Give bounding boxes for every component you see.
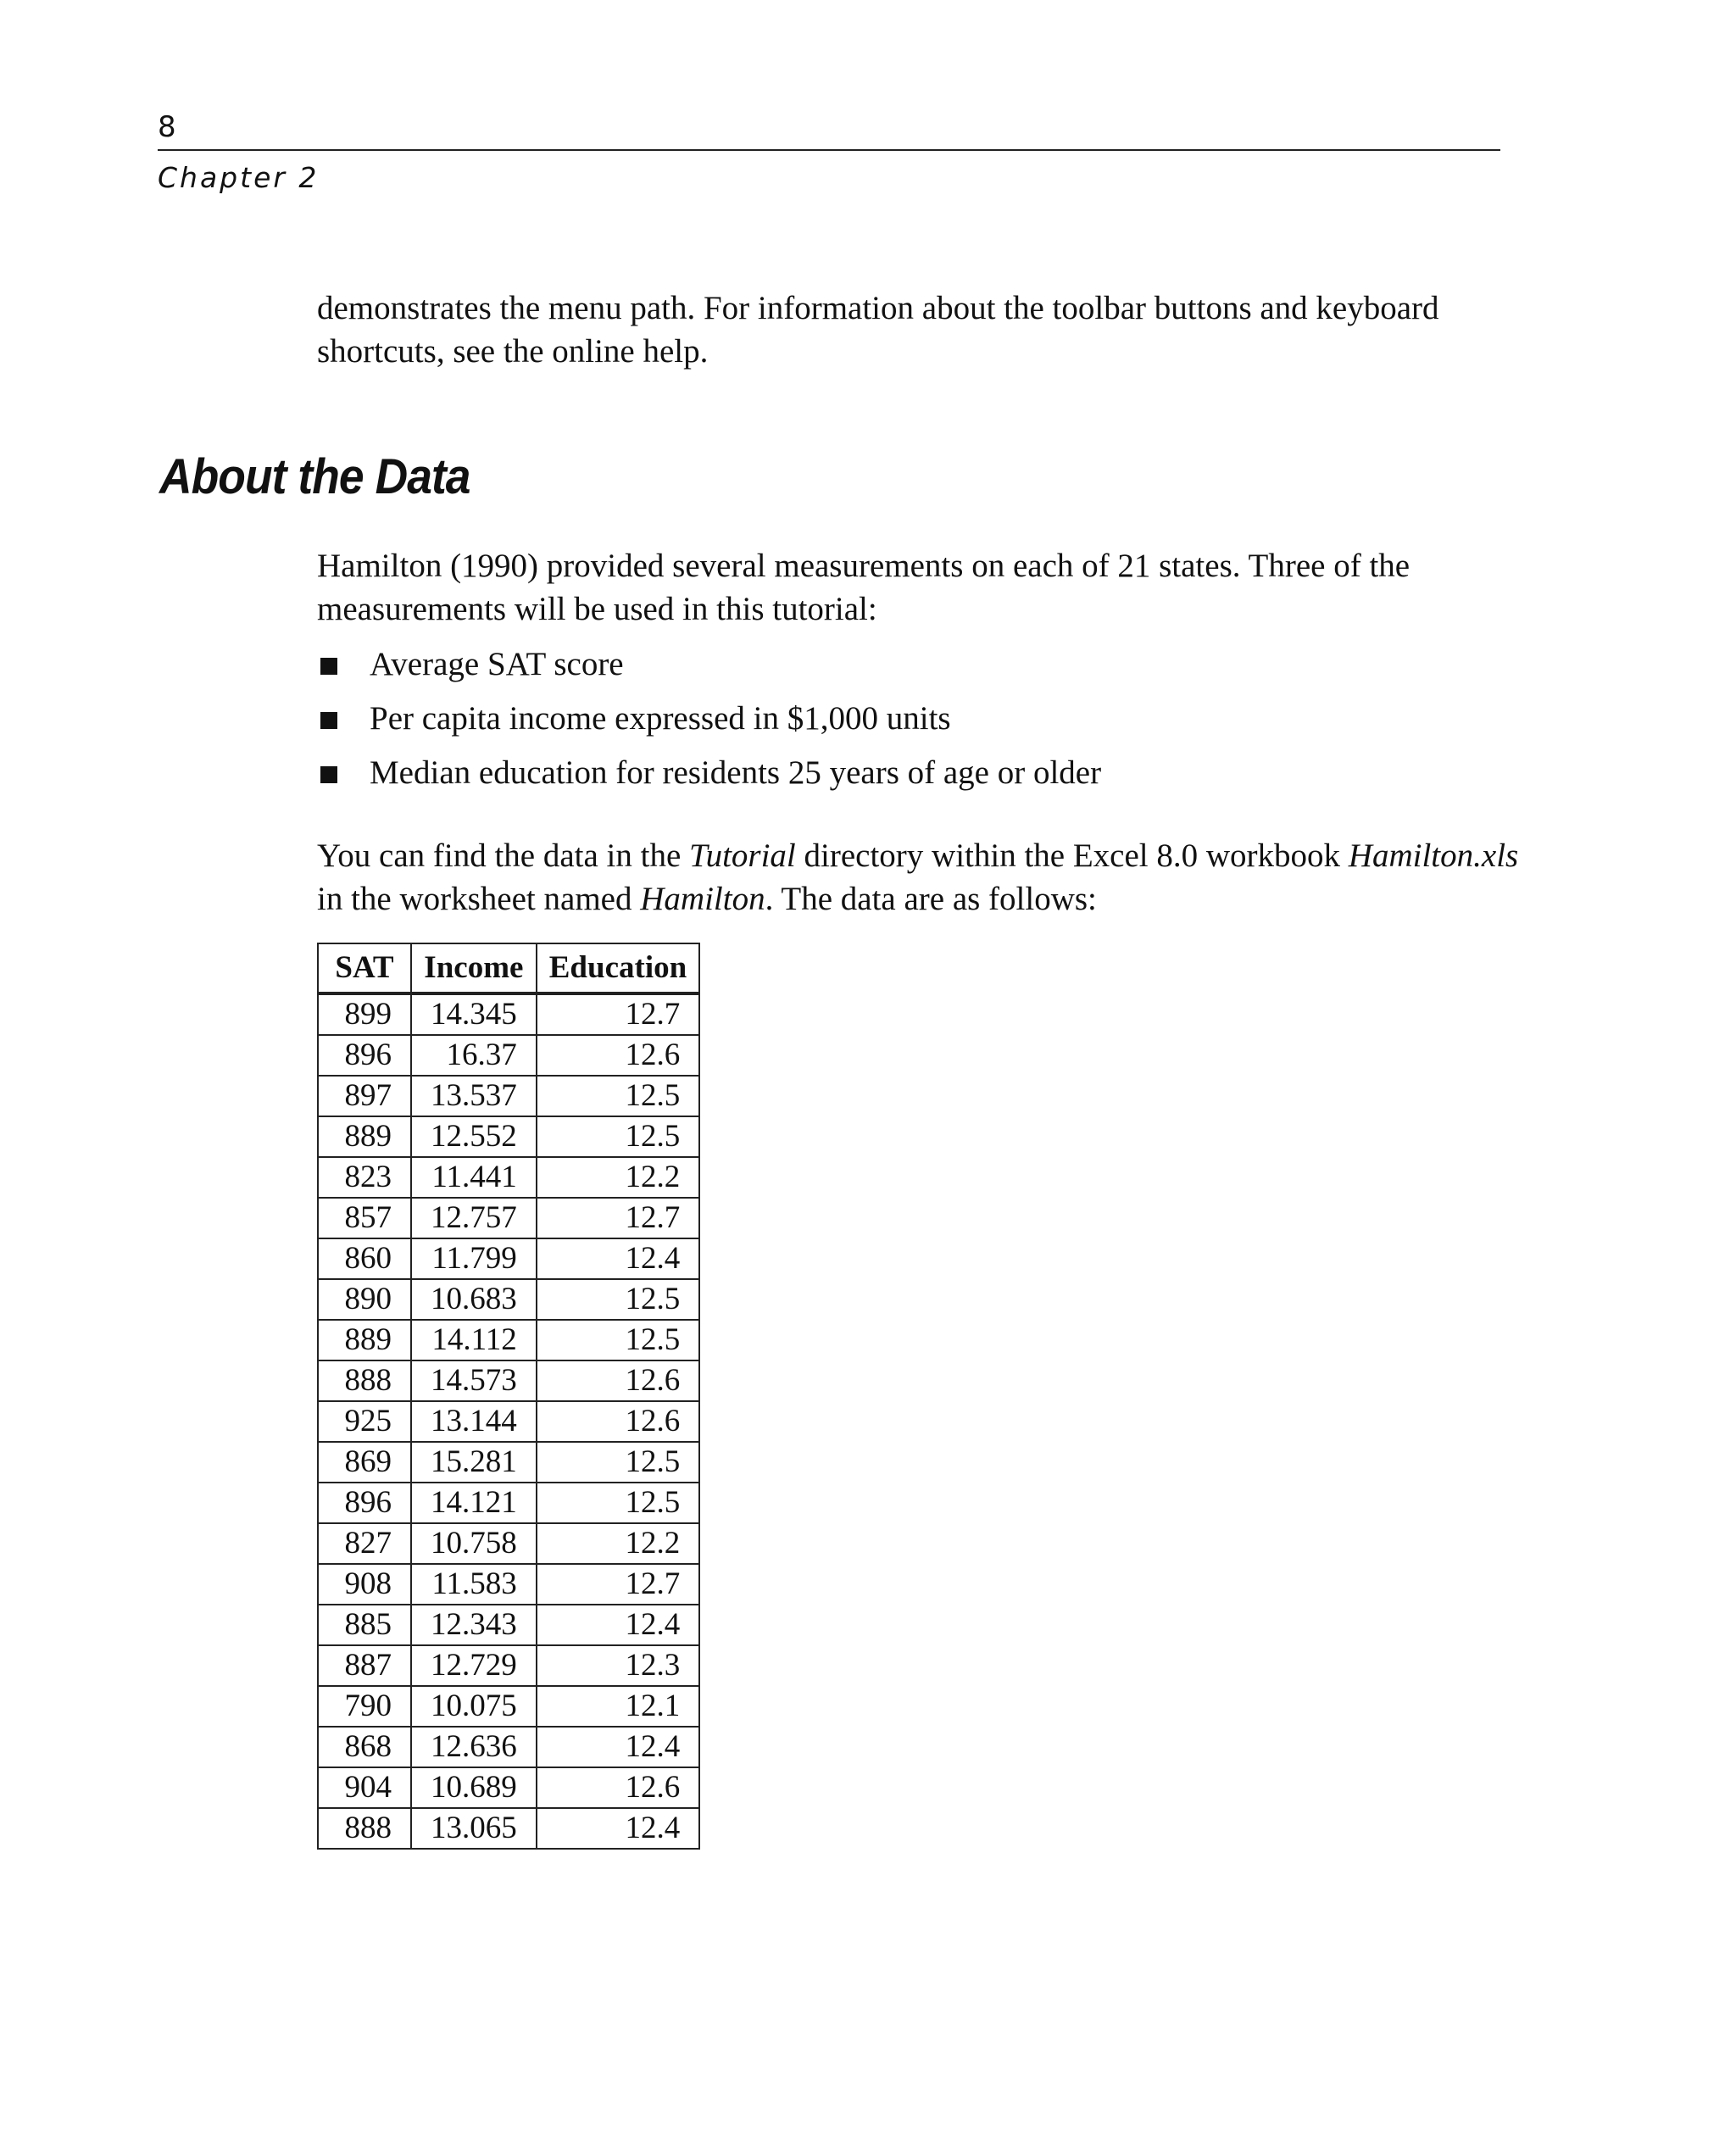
column-header-income: Income [411,943,537,993]
cell-income: 10.689 [411,1767,537,1808]
cell-income: 11.583 [411,1564,537,1605]
cell-income: 10.758 [411,1523,537,1564]
cell-income: 12.729 [411,1645,537,1686]
workbook-name: Hamilton.xls [1348,837,1519,874]
cell-income: 10.683 [411,1279,537,1320]
cell-income: 14.345 [411,993,537,1035]
table-row [318,1523,699,1564]
table-row [318,1157,699,1198]
table-row [318,1645,699,1686]
cell-income: 15.281 [411,1442,537,1483]
data-location-paragraph [317,834,1521,921]
cell-sat: 896 [318,1483,411,1523]
cell-education: 12.2 [537,1157,699,1198]
table-row [318,993,699,1035]
cell-income: 12.552 [411,1116,537,1157]
directory-name: Tutorial [689,837,796,874]
cell-sat: 827 [318,1523,411,1564]
cell-income: 12.636 [411,1727,537,1767]
table-body [318,993,699,1849]
cell-sat: 868 [318,1727,411,1767]
cell-income: 13.537 [411,1076,537,1116]
cell-sat: 897 [318,1076,411,1116]
table-row [318,1564,699,1605]
cell-sat: 869 [318,1442,411,1483]
column-header-education: Education [537,943,699,993]
cell-income: 12.757 [411,1198,537,1238]
table-row [318,1727,699,1767]
table-row [318,1483,699,1523]
cell-education: 12.6 [537,1401,699,1442]
list-item-text: Per capita income expressed in $1,000 units [370,700,951,737]
table-header-row [318,943,699,993]
cell-education: 12.6 [537,1360,699,1401]
table-row [318,1401,699,1442]
page-number: 8 [158,110,176,144]
list-item [317,697,1101,751]
cell-education: 12.7 [537,1564,699,1605]
cell-sat: 899 [318,993,411,1035]
cell-income: 14.573 [411,1360,537,1401]
cell-sat: 925 [318,1401,411,1442]
cell-income: 16.37 [411,1035,537,1076]
table-row [318,1116,699,1157]
cell-sat: 860 [318,1238,411,1279]
cell-income: 13.065 [411,1808,537,1849]
cell-sat: 888 [318,1808,411,1849]
table-row [318,1686,699,1727]
table-row [318,1076,699,1116]
cell-sat: 890 [318,1279,411,1320]
cell-education: 12.5 [537,1320,699,1360]
table-row [318,1605,699,1645]
cell-education: 12.2 [537,1523,699,1564]
cell-education: 12.4 [537,1727,699,1767]
cell-education: 12.4 [537,1238,699,1279]
cell-income: 13.144 [411,1401,537,1442]
square-bullet-icon [320,658,337,675]
list-item-text: Average SAT score [370,646,624,682]
running-head: Chapter 2 [158,161,320,194]
cell-sat: 904 [318,1767,411,1808]
cell-sat: 896 [318,1035,411,1076]
cell-sat: 889 [318,1116,411,1157]
list-item [317,643,1101,697]
hamilton-data-table [317,943,700,1850]
cell-education: 12.5 [537,1116,699,1157]
cell-education: 12.5 [537,1483,699,1523]
header-rule [158,149,1500,151]
cell-education: 12.1 [537,1686,699,1727]
list-item-text: Median education for residents 25 years of age or older [370,754,1102,791]
cell-income: 12.343 [411,1605,537,1645]
data-location-text: You can find the data in the [317,837,690,874]
table-row [318,1320,699,1360]
cell-income: 10.075 [411,1686,537,1727]
section-heading: About the Data [159,449,470,504]
cell-education: 12.5 [537,1076,699,1116]
cell-income: 14.112 [411,1320,537,1360]
table-row [318,1198,699,1238]
cell-education: 12.7 [537,1198,699,1238]
cell-income: 14.121 [411,1483,537,1523]
cell-sat: 790 [318,1686,411,1727]
square-bullet-icon [320,766,337,783]
list-item [317,751,1101,805]
hamilton-paragraph: Hamilton (1990) provided several measurements on each of 21 states. Three of the measurements will be used in this tutorial: [317,548,1410,627]
square-bullet-icon [320,712,337,729]
intro-paragraph: demonstrates the menu path. For information about the toolbar buttons and keyboard shortcuts, see the online help. [317,290,1439,370]
cell-education: 12.6 [537,1767,699,1808]
cell-sat: 888 [318,1360,411,1401]
cell-sat: 887 [318,1645,411,1686]
cell-sat: 889 [318,1320,411,1360]
cell-education: 12.6 [537,1035,699,1076]
cell-sat: 823 [318,1157,411,1198]
cell-education: 12.5 [537,1442,699,1483]
table-row [318,1442,699,1483]
table-row [318,1808,699,1849]
cell-education: 12.7 [537,993,699,1035]
cell-education: 12.4 [537,1605,699,1645]
cell-income: 11.799 [411,1238,537,1279]
cell-sat: 857 [318,1198,411,1238]
cell-education: 12.3 [537,1645,699,1686]
cell-education: 12.5 [537,1279,699,1320]
table-row [318,1279,699,1320]
table-row [318,1767,699,1808]
column-header-sat: SAT [318,943,411,993]
cell-education: 12.4 [537,1808,699,1849]
measurement-list [317,643,1101,805]
data-location-text: . The data are as follows: [765,881,1097,917]
cell-sat: 885 [318,1605,411,1645]
data-location-text: directory within the Excel 8.0 workbook [795,837,1349,874]
cell-sat: 908 [318,1564,411,1605]
table-row [318,1035,699,1076]
cell-income: 11.441 [411,1157,537,1198]
data-location-text: in the worksheet named [317,881,641,917]
table-row [318,1238,699,1279]
worksheet-name: Hamilton [640,881,765,917]
table-row [318,1360,699,1401]
